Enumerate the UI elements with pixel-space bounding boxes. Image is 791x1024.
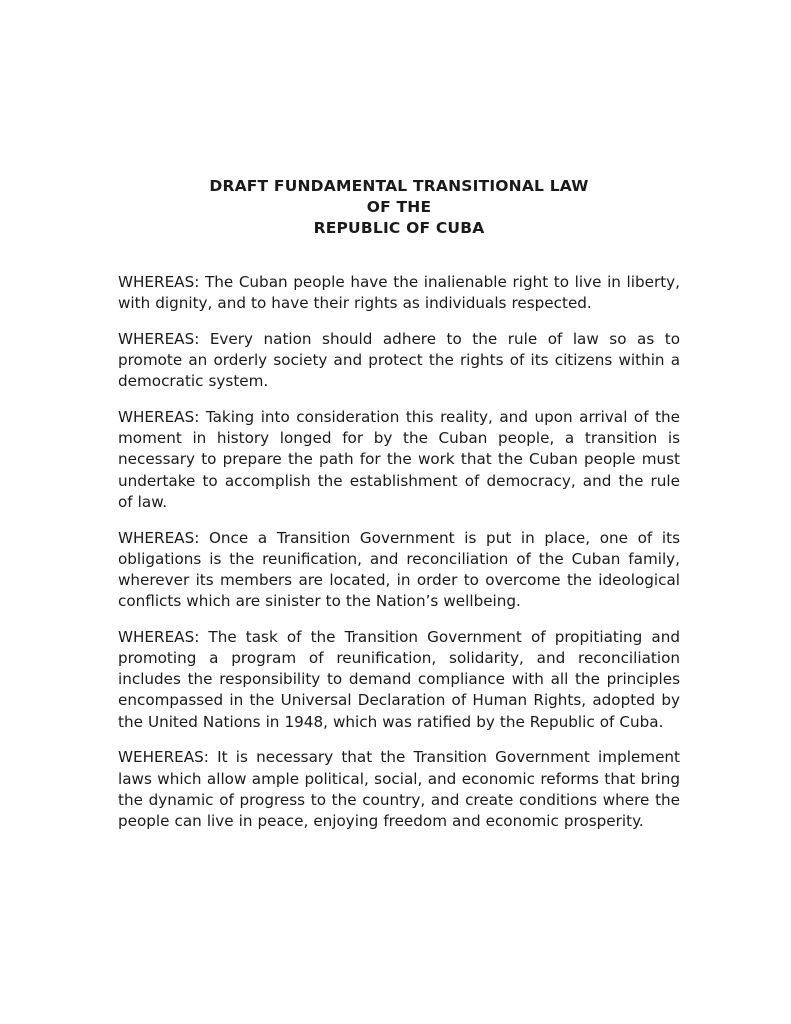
document-body	[118, 272, 680, 832]
document-content	[118, 176, 680, 832]
title-line-3: REPUBLIC OF CUBA	[313, 219, 485, 237]
whereas-paragraph: WHEREAS: Every nation should adhere to the rule of law so as to promote an orderly society and protect the rights of its citizens within a democratic system.	[118, 329, 680, 391]
title-line-1: DRAFT FUNDAMENTAL TRANSITIONAL LAW	[209, 177, 589, 195]
whereas-paragraph: WHEREAS: The Cuban people have the inalienable right to live in liberty, with dignity, and to have their rights as individuals respected.	[118, 273, 680, 313]
whereas-paragraph: WHEREAS: Taking into consideration this reality, and upon arrival of the moment in history longed for by the Cuban people, a transition is necessary to prepare the path for the work that the Cuban people must undertake to accomplish the establishment of democracy, and the rule of law.	[118, 408, 680, 511]
whereas-paragraph: WHEREAS: Once a Transition Government is put in place, one of its obligations is the reunification, and reconciliation of the Cuban family, wherever its members are located, in order to overcome the ideological conflicts which are sinister to the Nation’s wellbeing.	[118, 528, 680, 611]
title-line-2: OF THE	[366, 198, 432, 216]
whereas-paragraph: WHEREAS: The task of the Transition Government of propitiating and promoting a program of reunification, solidarity, and reconciliation includes the responsibility to demand compliance with all the principles encompassed in the Universal Declaration of Human Rights, adopted by the United Nations in 1948, which was ratified by the Republic of Cuba.	[118, 627, 680, 731]
whereas-paragraph: WEHEREAS: It is necessary that the Transition Government implement laws which allow ample political, social, and economic reforms that bring the dynamic of progress to the country, and create conditions where the people can live in peace, enjoying freedom and economic prosperity.	[118, 748, 680, 830]
page-title	[118, 176, 680, 239]
